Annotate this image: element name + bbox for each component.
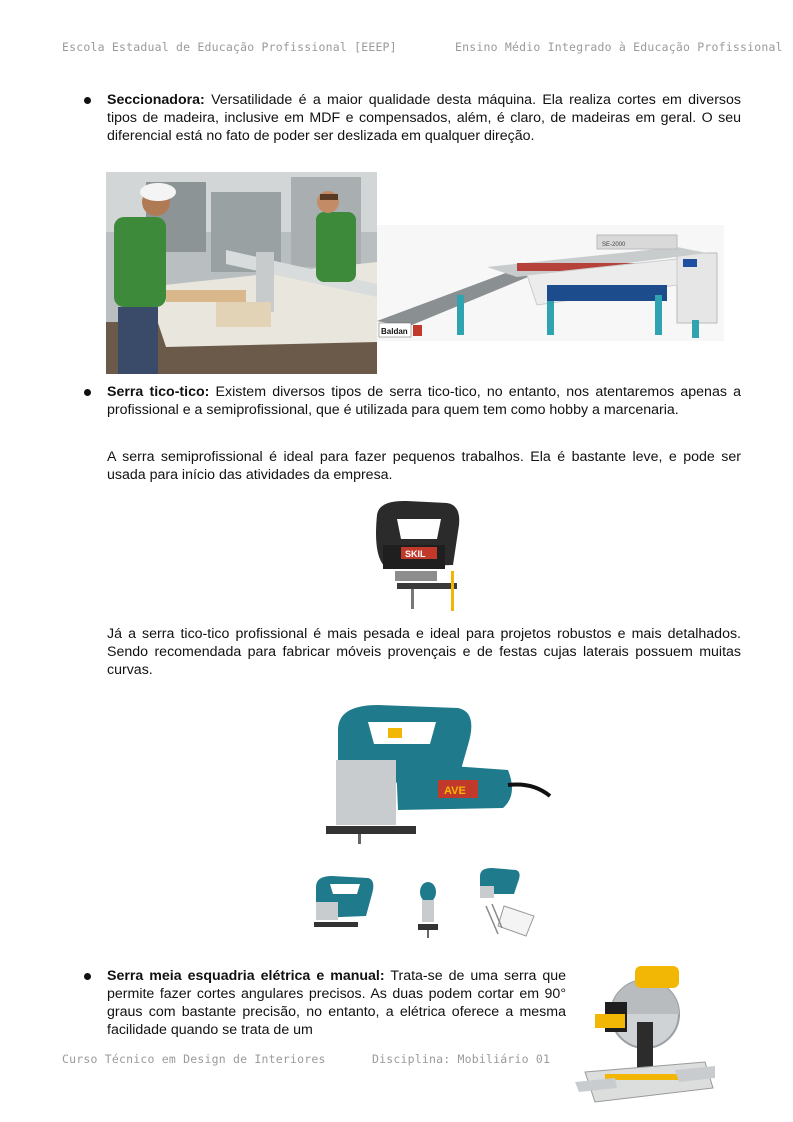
paragraph-meia-esquadria: [107, 967, 566, 1039]
paragraph-tico-tico-pro: Já a serra tico-tico profissional é mais pesada e ideal para projetos robustos e mais detalhados. Sendo recomendada para fabricar móveis provençais e de festas cujas laterais possuem muitas curvas.: [107, 626, 741, 678]
footer-discipline: Disciplina: Mobiliário 01: [372, 1052, 551, 1066]
photo-seccionadora-machine: [377, 225, 724, 341]
footer-course: Curso Técnico em Design de Interiores: [62, 1052, 326, 1066]
header-course-type: Ensino Médio Integrado à Educação Profissional: [455, 40, 783, 54]
machine-model-label: SE-2000: [602, 242, 626, 248]
text-meia-esquadria: Trata-se de uma serra que permite fazer cortes angulares precisos. As duas podem cortar em 90° graus com bastante precisão, no entanto, a elétrica oferece a mesma facilidade quando se trata de um: [107, 968, 566, 1038]
machine-brand-label: Baldan: [381, 327, 408, 336]
text-tico-tico: Existem diversos tipos de serra tico-tico, no entanto, nos atentaremos apenas a profissional e a semiprofissional, que é utilizada para quem tem como hobby a marcenaria.: [107, 384, 741, 418]
bullet: [84, 973, 91, 980]
photo-jigsaw-front-view: [414, 880, 442, 938]
ave-brand-label: AVE: [444, 785, 466, 797]
text-seccionadora: Versatilidade é a maior qualidade desta máquina. Ela realiza cortes em diversos tipos de madeira, inclusive em MDF e compensados, além, é claro, de madeiras em geral. O seu diferencial está no fato de poder ser deslizada em qualquer direção.: [107, 92, 741, 144]
term-meia-esquadria: Serra meia esquadria elétrica e manual:: [107, 968, 385, 984]
photo-jigsaw-kit: [476, 866, 538, 938]
term-seccionadora: Seccionadora:: [107, 92, 205, 108]
paragraph-seccionadora: [107, 91, 741, 145]
skil-brand-label: SKIL: [405, 549, 426, 559]
paragraph-tico-tico-semi: A serra semiprofissional é ideal para fazer pequenos trabalhos. Ela é bastante leve, e pode ser usada para início das atividades da empresa.: [107, 449, 741, 483]
photo-jigsaw-semiprofessional: [367, 495, 465, 613]
photo-jigsaw-side-view: [310, 872, 382, 934]
term-tico-tico: Serra tico-tico:: [107, 384, 210, 400]
bullet: [84, 389, 91, 396]
photo-miter-saw: [575, 962, 715, 1110]
bullet: [84, 97, 91, 104]
photo-seccionadora-workers: [106, 172, 377, 374]
photo-jigsaw-professional: [318, 700, 552, 845]
paragraph-tico-tico: [107, 383, 741, 419]
header-school: Escola Estadual de Educação Profissional [EEEP]: [62, 40, 397, 54]
